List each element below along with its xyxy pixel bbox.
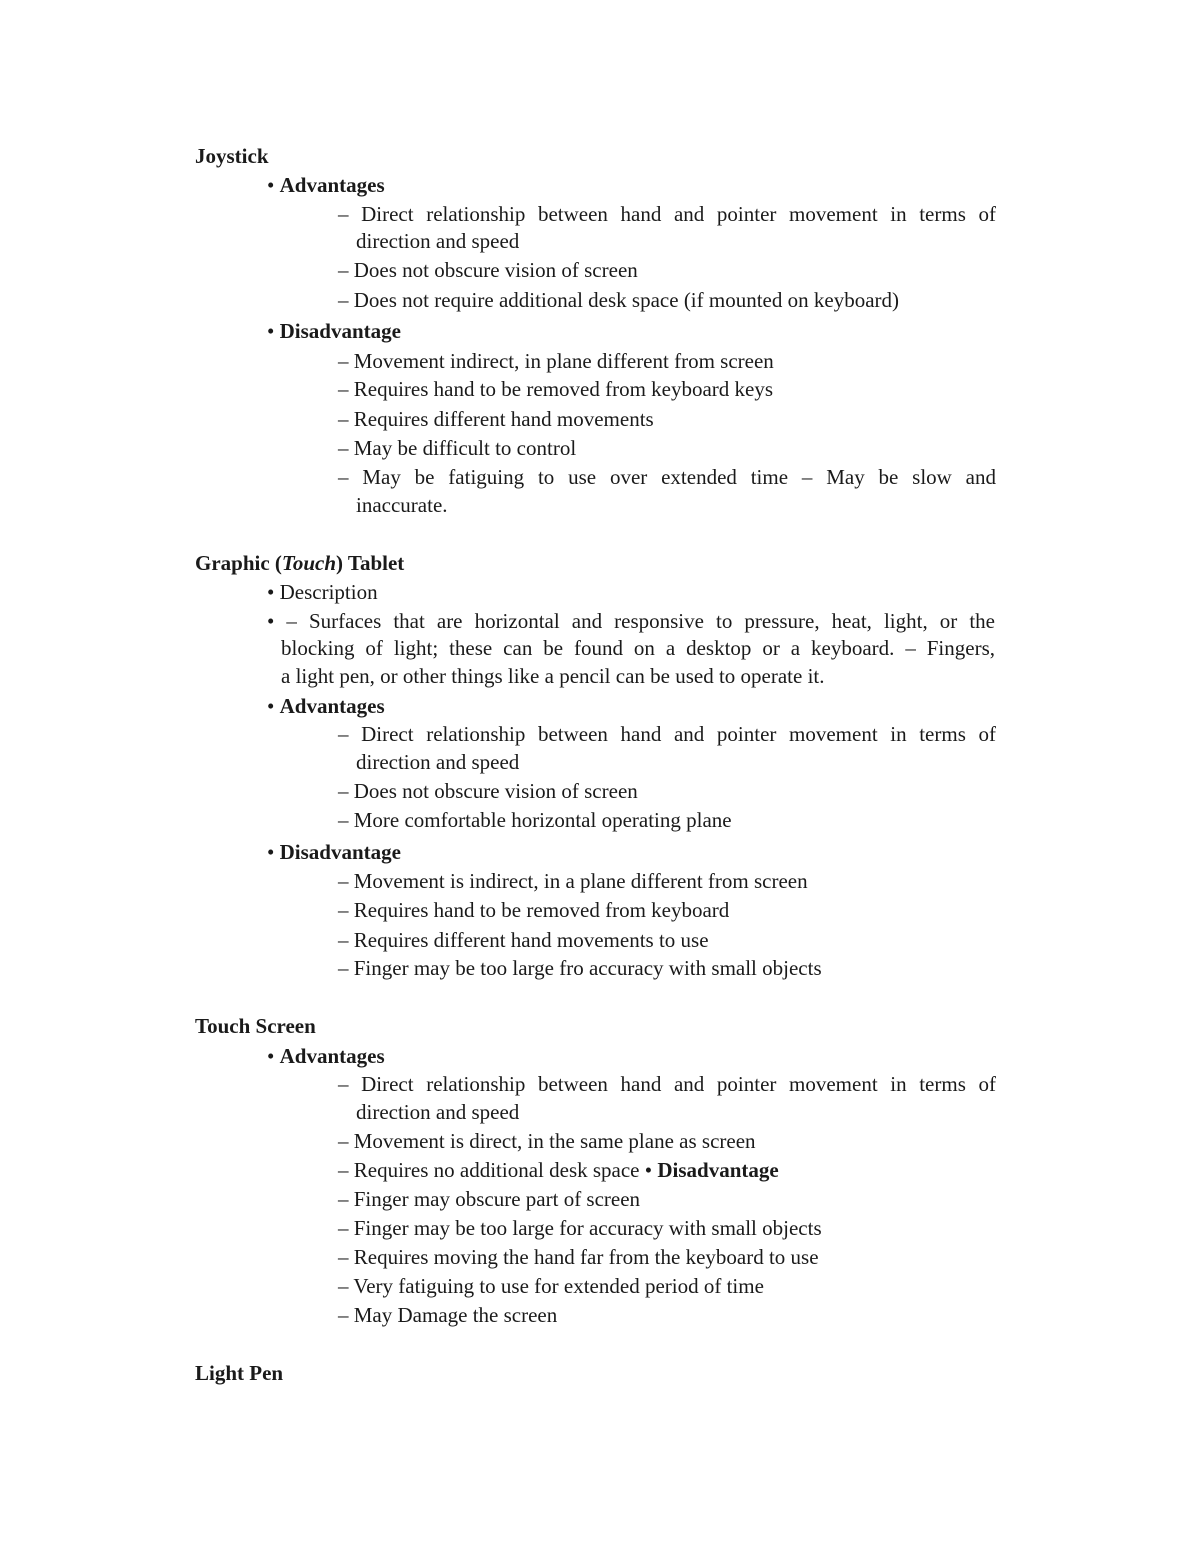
advantages-bullet: [267, 171, 385, 199]
list-item-text: – Requires no additional desk space •: [338, 1158, 658, 1182]
advantages-label: Advantages: [279, 694, 385, 718]
list-item-continuation: inaccurate.: [356, 493, 448, 517]
section-heading-joystick: Joystick: [195, 144, 269, 168]
advantages-label: Advantages: [279, 173, 385, 197]
list-item: – More comfortable horizontal operating plane: [338, 808, 732, 832]
bullet-glyph: •: [267, 694, 275, 718]
description-bullet: • Description: [267, 580, 378, 604]
disadvantage-bullet: [267, 317, 401, 345]
heading-italic-part: Touch: [281, 551, 337, 575]
advantages-bullet: [267, 1042, 385, 1070]
bullet-glyph: •: [267, 173, 275, 197]
description-text-continuation: blocking of light; these can be found on a desktop or a keyboard. – Fingers,: [281, 636, 995, 660]
bullet-glyph: •: [267, 840, 275, 864]
section-heading-graphic-tablet: [195, 549, 404, 577]
list-item: – Direct relationship between hand and pointer movement in terms of: [338, 722, 996, 746]
list-item: [338, 1156, 779, 1184]
list-item: – Direct relationship between hand and pointer movement in terms of: [338, 202, 996, 226]
list-item: – May Damage the screen: [338, 1303, 558, 1327]
section-heading-light-pen: Light Pen: [195, 1361, 284, 1385]
disadvantage-label: Disadvantage: [279, 840, 401, 864]
advantages-label: Advantages: [279, 1044, 385, 1068]
bullet-glyph: •: [267, 1044, 275, 1068]
list-item: – Requires hand to be removed from keyboard: [338, 898, 730, 922]
description-text-continuation: a light pen, or other things like a pencil can be used to operate it.: [281, 664, 825, 688]
list-item: – Movement indirect, in plane different from screen: [338, 349, 774, 373]
heading-part: Graphic (: [195, 551, 282, 575]
list-item-continuation: direction and speed: [356, 229, 520, 253]
advantages-bullet: [267, 692, 385, 720]
list-item: – Requires different hand movements to use: [338, 928, 709, 952]
bullet-glyph: •: [267, 319, 275, 343]
disadvantage-label: Disadvantage: [279, 319, 401, 343]
list-item-continuation: direction and speed: [356, 750, 520, 774]
list-item: – Requires moving the hand far from the keyboard to use: [338, 1245, 819, 1269]
list-item: – Does not require additional desk space (if mounted on keyboard): [338, 288, 900, 312]
list-item: – Requires hand to be removed from keyboard keys: [338, 377, 774, 401]
disadvantage-bullet: [267, 838, 401, 866]
list-item: – Does not obscure vision of screen: [338, 258, 638, 282]
list-item: – May be fatiguing to use over extended time – May be slow and: [338, 465, 996, 489]
section-heading-touch-screen: Touch Screen: [195, 1014, 316, 1038]
list-item: – Very fatiguing to use for extended period of time: [338, 1274, 764, 1298]
list-item: – Does not obscure vision of screen: [338, 779, 638, 803]
list-item: – Finger may obscure part of screen: [338, 1187, 641, 1211]
list-item: – Movement is direct, in the same plane as screen: [338, 1129, 756, 1153]
list-item: – Requires different hand movements: [338, 407, 654, 431]
list-item: – Finger may be too large for accuracy with small objects: [338, 1216, 822, 1240]
list-item: – Direct relationship between hand and pointer movement in terms of: [338, 1072, 996, 1096]
heading-part: ) Tablet: [336, 551, 405, 575]
list-item-continuation: direction and speed: [356, 1100, 520, 1124]
list-item: – Finger may be too large fro accuracy with small objects: [338, 956, 822, 980]
list-item: – May be difficult to control: [338, 436, 577, 460]
disadvantage-label: Disadvantage: [657, 1158, 779, 1182]
description-text: • – Surfaces that are horizontal and responsive to pressure, heat, light, or the: [267, 609, 995, 633]
list-item: – Movement is indirect, in a plane different from screen: [338, 869, 808, 893]
